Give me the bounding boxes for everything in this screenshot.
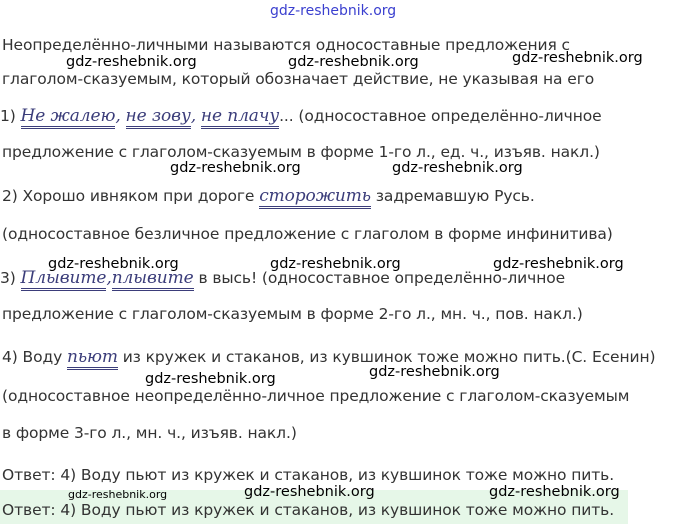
comma: , [190, 106, 197, 126]
watermark-top: gdz-reshebnik.org [270, 3, 397, 19]
ellipsis: ... [279, 107, 294, 125]
predicate-1a: Не жалею [21, 106, 116, 129]
item-2-prefix: 2) Хорошо ивняком при дороге [2, 187, 255, 205]
watermark: gdz-reshebnik.org [392, 160, 523, 176]
watermark: gdz-reshebnik.org [369, 364, 500, 380]
answer-line-1: Ответ: 4) Воду пьют из кружек и стаканов, из кувшинок тоже можно пить. [2, 466, 615, 484]
item-3-line-2: предложение с глаголом-сказуемым в форме 2-го л., мн. ч., пов. накл.) [2, 305, 583, 323]
watermark: gdz-reshebnik.org [493, 256, 624, 272]
intro-line-1: Неопределённо-личными называются односоставные предложения с [2, 36, 570, 54]
item-2-suffix: задремавшую Русь. [370, 187, 535, 205]
watermark: gdz-reshebnik.org [68, 488, 168, 501]
watermark: gdz-reshebnik.org [48, 256, 179, 272]
watermark: gdz-reshebnik.org [270, 256, 401, 272]
item-4-line-1 [2, 348, 656, 366]
item-1-line-2: предложение с глаголом-сказуемым в форме 1-го л., ед. ч., изъяв. накл.) [2, 143, 600, 161]
intro-line-2: глаголом-сказуемым, который обозначает действие, не указывая на его [2, 70, 595, 88]
item-2-line-2: (односоставное безличное предложение с глаголом в форме инфинитива) [2, 225, 613, 243]
item-1-number: 1) [0, 107, 16, 125]
watermark: gdz-reshebnik.org [288, 54, 419, 70]
item-4-line-3: в форме 3-го л., мн. ч., изъяв. накл.) [2, 424, 297, 442]
watermark: gdz-reshebnik.org [489, 484, 620, 500]
predicate-3a: Плывите [21, 268, 107, 291]
item-2-line-1 [2, 187, 535, 205]
watermark: gdz-reshebnik.org [145, 371, 276, 387]
item-3-number: 3) [0, 269, 16, 287]
watermark: gdz-reshebnik.org [244, 484, 375, 500]
watermark: gdz-reshebnik.org [512, 50, 643, 66]
comma: , [115, 106, 121, 126]
predicate-3b: плывите [112, 268, 194, 291]
predicate-1b: не зову [126, 106, 191, 129]
predicate-4: пьют [67, 347, 118, 370]
watermark: gdz-reshebnik.org [66, 54, 197, 70]
item-4-suffix: из кружек и стаканов, из кувшинок тоже можно пить.(С. Есенин) [117, 348, 656, 366]
predicate-1c: не плачу [201, 106, 279, 129]
item-4-prefix: 4) Воду [2, 348, 63, 366]
answer-line-2: Ответ: 4) Воду пьют из кружек и стаканов, из кувшинок тоже можно пить. [2, 501, 615, 519]
item-1-line-1 [0, 106, 602, 126]
item-3-line-1 [0, 268, 565, 288]
item-4-line-2: (односоставное неопределённо-личное предложение с глаголом-сказуемым [2, 387, 630, 405]
watermark: gdz-reshebnik.org [170, 160, 301, 176]
item-1-rest: (односоставное определённо-личное [293, 107, 602, 125]
predicate-2: сторожить [259, 186, 371, 209]
comma: , [106, 268, 112, 288]
item-3-rest: в высь! (односоставное определённо-личное [193, 269, 566, 287]
